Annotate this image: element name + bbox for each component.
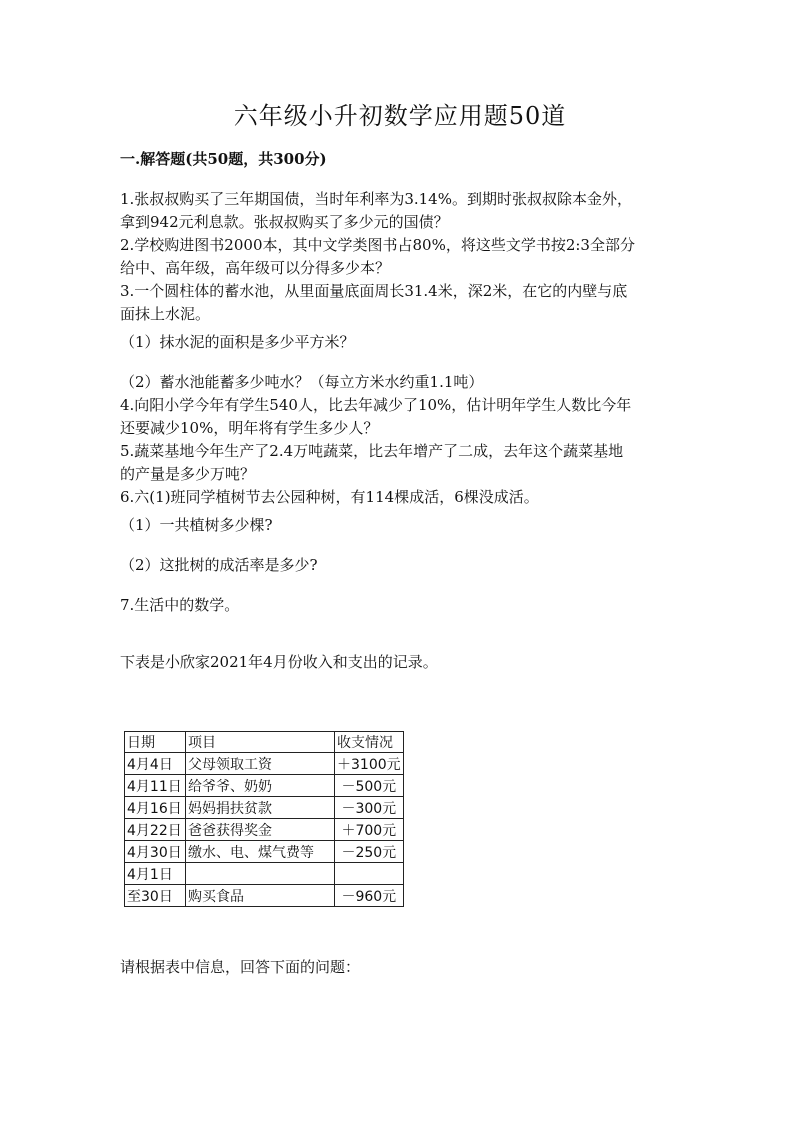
question-2-line-1: 2.学校购进图书2000本，其中文学类图书占80%，将这些文学书按2:3全部分 [120, 236, 635, 254]
table-cell: 4月30日 [125, 841, 186, 863]
table-cell [186, 863, 335, 885]
table-row [125, 885, 404, 907]
table-cell: 4月11日 [125, 775, 186, 797]
table-header-cell: 收支情况 [335, 732, 404, 753]
table-header-cell: 日期 [125, 732, 186, 753]
table-cell: 缴水、电、煤气费等 [186, 841, 335, 863]
table-cell [335, 863, 404, 885]
page-title: 六年级小升初数学应用题50道 [233, 102, 567, 130]
table-header-row [125, 732, 404, 753]
question-4-line-2: 还要减少10%，明年将有学生多少人？ [120, 419, 379, 437]
table-cell: 给爷爷、奶奶 [186, 775, 335, 797]
income-expense-table [124, 731, 404, 907]
table-cell: －960元 [335, 885, 404, 907]
question-2-line-2: 给中、高年级，高年级可以分得多少本？ [120, 259, 391, 277]
question-3-sub-1: （1）抹水泥的面积是多少平方米？ [120, 333, 355, 351]
table-cell: 购买食品 [186, 885, 335, 907]
table-cell: ＋3100元 [335, 753, 404, 775]
question-3-sub-2: （2）蓄水池能蓄多少吨水？（每立方米水约重1.1吨） [120, 373, 484, 391]
table-row [125, 775, 404, 797]
question-7-prompt: 请根据表中信息，回答下面的问题： [120, 958, 361, 976]
question-1-line-2: 拿到942元利息款。张叔叔购买了多少元的国债？ [120, 213, 449, 231]
table-cell: ＋700元 [335, 819, 404, 841]
question-7-line-1: 7.生活中的数学。 [120, 596, 240, 614]
question-5-line-2: 的产量是多少万吨？ [120, 465, 256, 483]
table-cell: 父母领取工资 [186, 753, 335, 775]
question-6-line-1: 6.六(1)班同学植树节去公园种树，有114棵成活，6棵没成活。 [120, 488, 539, 506]
table-row [125, 841, 404, 863]
table-cell: 爸爸获得奖金 [186, 819, 335, 841]
question-5-line-1: 5.蔬菜基地今年生产了2.4万吨蔬菜，比去年增产了二成，去年这个蔬菜基地 [120, 442, 624, 460]
question-3-line-1: 3.一个圆柱体的蓄水池，从里面量底面周长31.4米，深2米，在它的内壁与底 [120, 282, 628, 300]
table-row [125, 797, 404, 819]
table-row [125, 819, 404, 841]
question-3-line-2: 面抹上水泥。 [120, 305, 211, 323]
table-row [125, 863, 404, 885]
section-heading: 一.解答题(共50题，共300分) [120, 150, 327, 168]
question-1-line-1: 1.张叔叔购买了三年期国债，当时年利率为3.14%。到期时张叔叔除本金外， [120, 190, 632, 208]
question-6-sub-1: （1）一共植树多少棵? [120, 516, 273, 534]
table-row [125, 753, 404, 775]
table-cell: 妈妈捐扶贫款 [186, 797, 335, 819]
question-7-intro: 下表是小欣家2021年4月份收入和支出的记录。 [120, 653, 438, 671]
question-4-line-1: 4.向阳小学今年有学生540人，比去年减少了10%，估计明年学生人数比今年 [120, 396, 632, 414]
table-cell: －250元 [335, 841, 404, 863]
table-cell: 4月1日 [125, 863, 186, 885]
table-cell: 4月16日 [125, 797, 186, 819]
table-cell: 4月4日 [125, 753, 186, 775]
table-cell: －300元 [335, 797, 404, 819]
question-6-sub-2: （2）这批树的成活率是多少? [120, 556, 318, 574]
table-cell: 至30日 [125, 885, 186, 907]
table-header-cell: 项目 [186, 732, 335, 753]
table-cell: －500元 [335, 775, 404, 797]
table-cell: 4月22日 [125, 819, 186, 841]
